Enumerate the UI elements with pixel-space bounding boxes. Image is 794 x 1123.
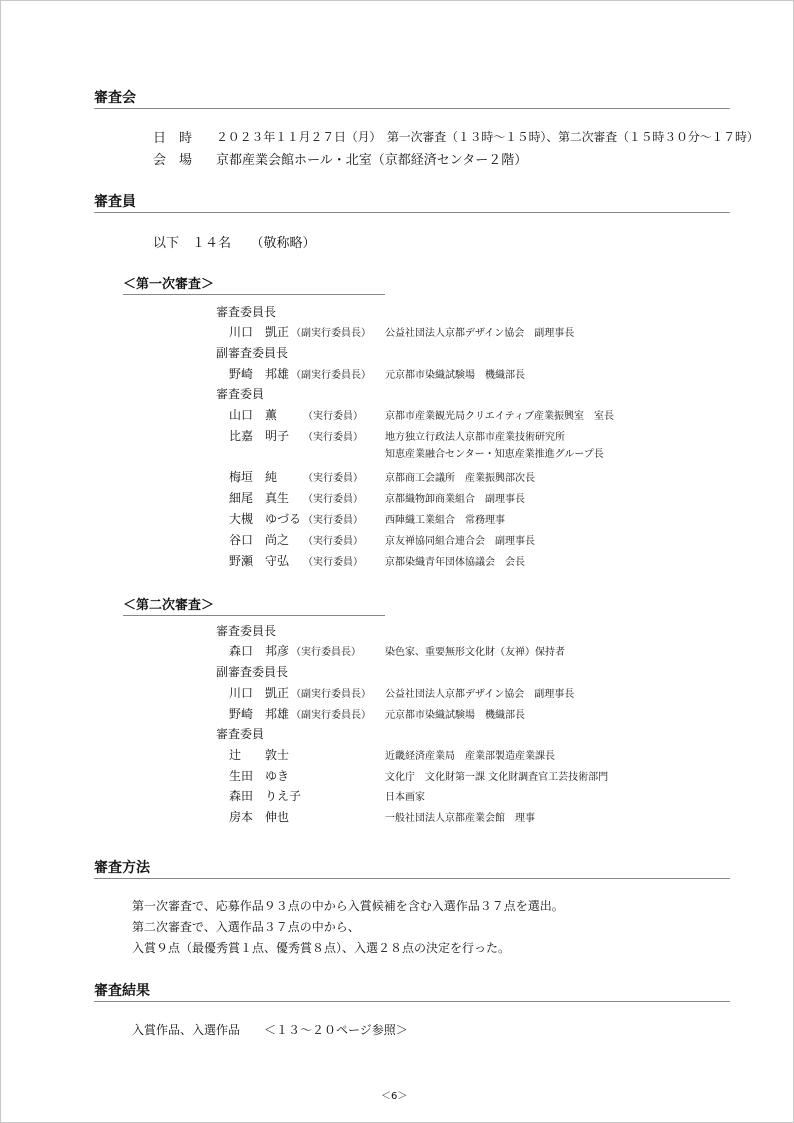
first-member-role: （実行委員） <box>303 536 363 547</box>
venue-label: 会 場 <box>153 153 193 168</box>
second-chair-role: （実行委員長） <box>291 647 361 658</box>
first-member-name: 比嘉 明子 <box>229 429 290 443</box>
first-member-name: 梅垣 純 <box>229 470 278 484</box>
page-number: ＜6＞ <box>381 1091 408 1102</box>
first-round-heading: ＜第一次審査＞ <box>123 277 215 292</box>
method-line-3: 入賞９点（最優秀賞１点、優秀賞８点）、入選２８点の決定を行った。 <box>132 941 511 955</box>
second-chair-label: 審査委員長 <box>216 624 277 638</box>
section-title-judges: 審査員 <box>94 194 136 210</box>
first-member-affiliation: 京都染織青年団体協議会 会長 <box>385 557 525 568</box>
second-members-label: 審査委員 <box>216 727 265 741</box>
method-line-1: 第一次審査で、応募作品９３点の中から入賞候補を含む入選作品３７点を選出。 <box>132 899 564 913</box>
second-vice-label: 副審査委員長 <box>216 665 289 679</box>
first-member-role: （実行委員） <box>303 411 363 422</box>
date-value: ２０２３年１１月２７日（月） 第一次審査（１３時～１５時）、第二次審査（１５時３０分～１７時） <box>216 130 759 144</box>
first-member-name: 谷口 尚之 <box>229 533 290 547</box>
second-vice-name: 川口 凱正 <box>229 686 290 700</box>
first-member-name: 野瀬 守弘 <box>229 554 290 568</box>
first-vice-role: （副実行委員長） <box>291 370 371 381</box>
first-members-label: 審査委員 <box>216 387 265 401</box>
subsection-rule <box>123 294 385 295</box>
first-member-affiliation: 京友禅協同組合連合会 副理事長 <box>385 536 535 547</box>
first-vice-affiliation: 元京都市染織試験場 機織部長 <box>385 370 525 381</box>
second-member-name: 生田 ゆき <box>229 769 290 783</box>
second-vice-role: （副実行委員長） <box>291 710 371 721</box>
section-rule <box>94 108 730 109</box>
first-member-affiliation: 京都織物卸商業組合 副理事長 <box>385 494 525 505</box>
section-title-method: 審査方法 <box>94 860 150 876</box>
second-vice-affiliation: 元京都市染織試験場 機織部長 <box>385 710 525 721</box>
second-vice-role: （副実行委員長） <box>291 689 371 700</box>
first-member-role: （実行委員） <box>303 557 363 568</box>
date-label: 日 時 <box>153 131 193 146</box>
first-member-name: 細尾 真生 <box>229 491 290 505</box>
first-member-affiliation: 京都市産業観光局クリエイティブ産業振興室 室長 <box>385 411 614 422</box>
second-vice-name: 野崎 邦雄 <box>229 707 290 721</box>
subsection-rule <box>123 615 385 616</box>
section-rule <box>94 878 730 879</box>
first-chair-affiliation: 公益社団法人京都デザイン協会 副理事長 <box>385 328 575 339</box>
second-member-affiliation: 日本画家 <box>385 792 425 803</box>
method-line-2: 第二次審査で、入選作品３７点の中から、 <box>132 920 360 934</box>
second-member-name: 辻 敦士 <box>229 748 290 762</box>
second-member-affiliation: 文化庁 文化財第一課 文化財調査官工芸技術部門 <box>385 772 609 783</box>
section-title-results: 審査結果 <box>94 983 150 999</box>
first-member-role: （実行委員） <box>303 494 363 505</box>
first-member-role: （実行委員） <box>303 432 363 443</box>
first-member-name: 大槻 ゆづる <box>229 512 302 526</box>
second-member-name: 房本 伸也 <box>229 810 290 824</box>
first-member-affiliation-line2: 知恵産業融合センター・知恵産業推進グループ長 <box>385 449 604 460</box>
section-rule <box>94 1001 730 1002</box>
first-chair-role: （副実行委員長） <box>291 328 371 339</box>
first-member-affiliation: 京都商工会議所 産業振興部次長 <box>385 473 535 484</box>
first-vice-label: 副審査委員長 <box>216 346 289 360</box>
first-member-role: （実行委員） <box>303 515 363 526</box>
second-chair-affiliation: 染色家、重要無形文化財（友禅）保持者 <box>385 647 565 658</box>
second-vice-affiliation: 公益社団法人京都デザイン協会 副理事長 <box>385 689 575 700</box>
first-vice-name: 野崎 邦雄 <box>229 367 290 381</box>
judges-summary: 以下 １４名 （敬称略） <box>153 236 316 251</box>
first-member-role: （実行委員） <box>303 473 363 484</box>
section-rule <box>94 212 730 213</box>
second-member-affiliation: 近畿経済産業局 産業部製造産業課長 <box>385 751 555 762</box>
section-title-meeting: 審査会 <box>94 90 136 106</box>
venue-value: 京都産業会館ホール・北室（京都経済センター２階） <box>216 153 528 168</box>
first-chair-name: 川口 凱正 <box>229 325 290 339</box>
results-text: 入賞作品、入選作品 ＜１３～２０ページ参照＞ <box>132 1023 408 1037</box>
second-member-name: 森田 りえ子 <box>229 789 302 803</box>
second-chair-name: 森口 邦彦 <box>229 644 290 658</box>
second-round-heading: ＜第二次審査＞ <box>123 598 215 613</box>
first-member-affiliation: 西陣織工業組合 常務理事 <box>385 515 505 526</box>
first-chair-label: 審査委員長 <box>216 305 277 319</box>
first-member-name: 山口 薫 <box>229 408 278 422</box>
first-member-affiliation: 地方独立行政法人京都市産業技術研究所 <box>385 432 565 443</box>
second-member-affiliation: 一般社団法人京都産業会館 理事 <box>385 813 535 824</box>
